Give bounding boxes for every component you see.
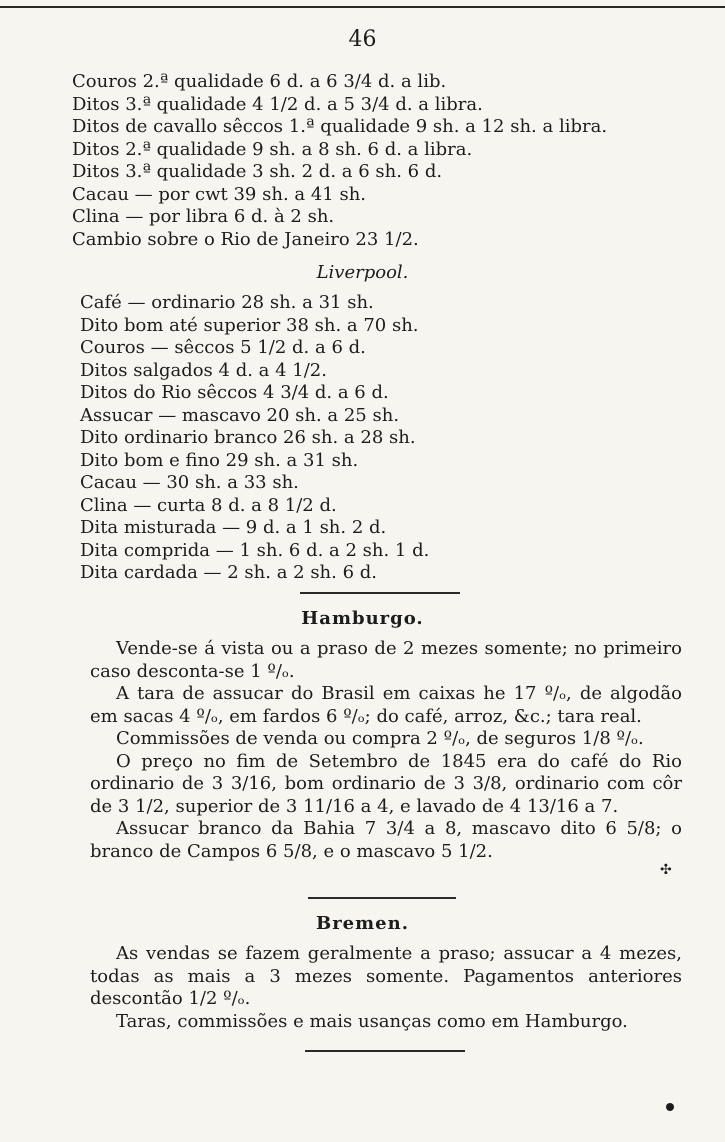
liverpool-heading: Liverpool. [316,262,409,283]
paragraph: As vendas se fazem geralmente a praso; assucar a 4 mezes, todas as mais a 3 mezes somente. Pagamentos anteriores descontão 1/2 º/ₒ. [90,943,682,1009]
list-item: Dita comprida — 1 sh. 6 d. a 2 sh. 1 d. [80,539,430,561]
paragraph: Assucar branco da Bahia 7 3/4 a 8, mascavo dito 6 5/8; o branco de Campos 6 5/8, e o mascavo 5 1/2. [90,818,682,862]
list-item: Café — ordinario 28 sh. a 31 sh. [80,292,374,313]
section-divider [308,897,456,899]
list-item: Cacau — por cwt 39 sh. a 41 sh. [72,183,367,205]
bremen-body [90,943,682,1033]
list-item: Clina — por libra 6 d. à 2 sh. [72,206,335,227]
list-item: Ditos 2.ª qualidade 9 sh. a 8 sh. 6 d. a libra. [72,138,473,160]
paragraph: Vende-se á vista ou a praso de 2 mezes somente; no primeiro caso desconta-se 1 º/ₒ. [90,638,682,682]
paragraph: Taras, commissões e mais usanças como em Hamburgo. [116,1010,628,1032]
list-item: Ditos do Rio sêccos 4 3/4 d. a 6 d. [80,382,389,403]
list-item: Ditos 3.ª qualidade 4 1/2 d. a 5 3/4 d. a libra. [72,93,483,115]
list-item: Dito ordinario branco 26 sh. a 28 sh. [80,427,416,448]
section-divider [300,592,460,594]
list-item: Cambio sobre o Rio de Janeiro 23 1/2. [72,228,419,250]
hamburgo-heading: Hamburgo. [301,608,424,629]
price-list-general [72,71,607,251]
list-item: Cacau — 30 sh. a 33 sh. [80,472,299,493]
list-item: Dita cardada — 2 sh. a 2 sh. 6 d. [80,562,378,583]
price-list-liverpool [80,292,429,585]
bremen-heading: Bremen. [315,913,409,934]
list-item: Ditos salgados 4 d. a 4 1/2. [80,359,327,381]
list-item: Assucar — mascavo 20 sh. a 25 sh. [80,404,400,426]
list-item: Clina — curta 8 d. a 8 1/2 d. [80,494,337,516]
ornament-icon: ✣ [660,862,672,878]
list-item: Dito bom e fino 29 sh. a 31 sh. [80,449,359,471]
paragraph: Commissões de venda ou compra 2 º/ₒ, de seguros 1/8 º/ₒ. [116,728,644,749]
top-border-rule [0,6,725,8]
end-rule [305,1050,465,1052]
hamburgo-body [90,638,682,863]
list-item: Dita misturada — 9 d. a 1 sh. 2 d. [80,517,387,538]
page-number: 46 [348,27,377,52]
list-item: Dito bom até superior 38 sh. a 70 sh. [80,314,419,336]
list-item: Couros 2.ª qualidade 6 d. a 6 3/4 d. a lib. [72,71,447,92]
list-item: Ditos 3.ª qualidade 3 sh. 2 d. a 6 sh. 6 d. [72,161,443,182]
list-item: Ditos de cavallo sêccos 1.ª qualidade 9 sh. a 12 sh. a libra. [72,116,608,137]
ink-dot-icon [666,1103,674,1111]
list-item: Couros — sêccos 5 1/2 d. a 6 d. [80,337,366,358]
paragraph: A tara de assucar do Brasil em caixas he 17 º/ₒ, de algodão em sacas 4 º/ₒ, em fardos 6 º/ₒ; do café, arroz, &c.; tara real. [90,683,682,727]
paragraph: O preço no fim de Setembro de 1845 era do café do Rio ordinario de 3 3/16, bom ordinario de 3 3/8, ordinario com côr de 3 1/2, superior de 3 11/16 a 4, e lavado de 4 13/16 a 7. [90,750,682,817]
